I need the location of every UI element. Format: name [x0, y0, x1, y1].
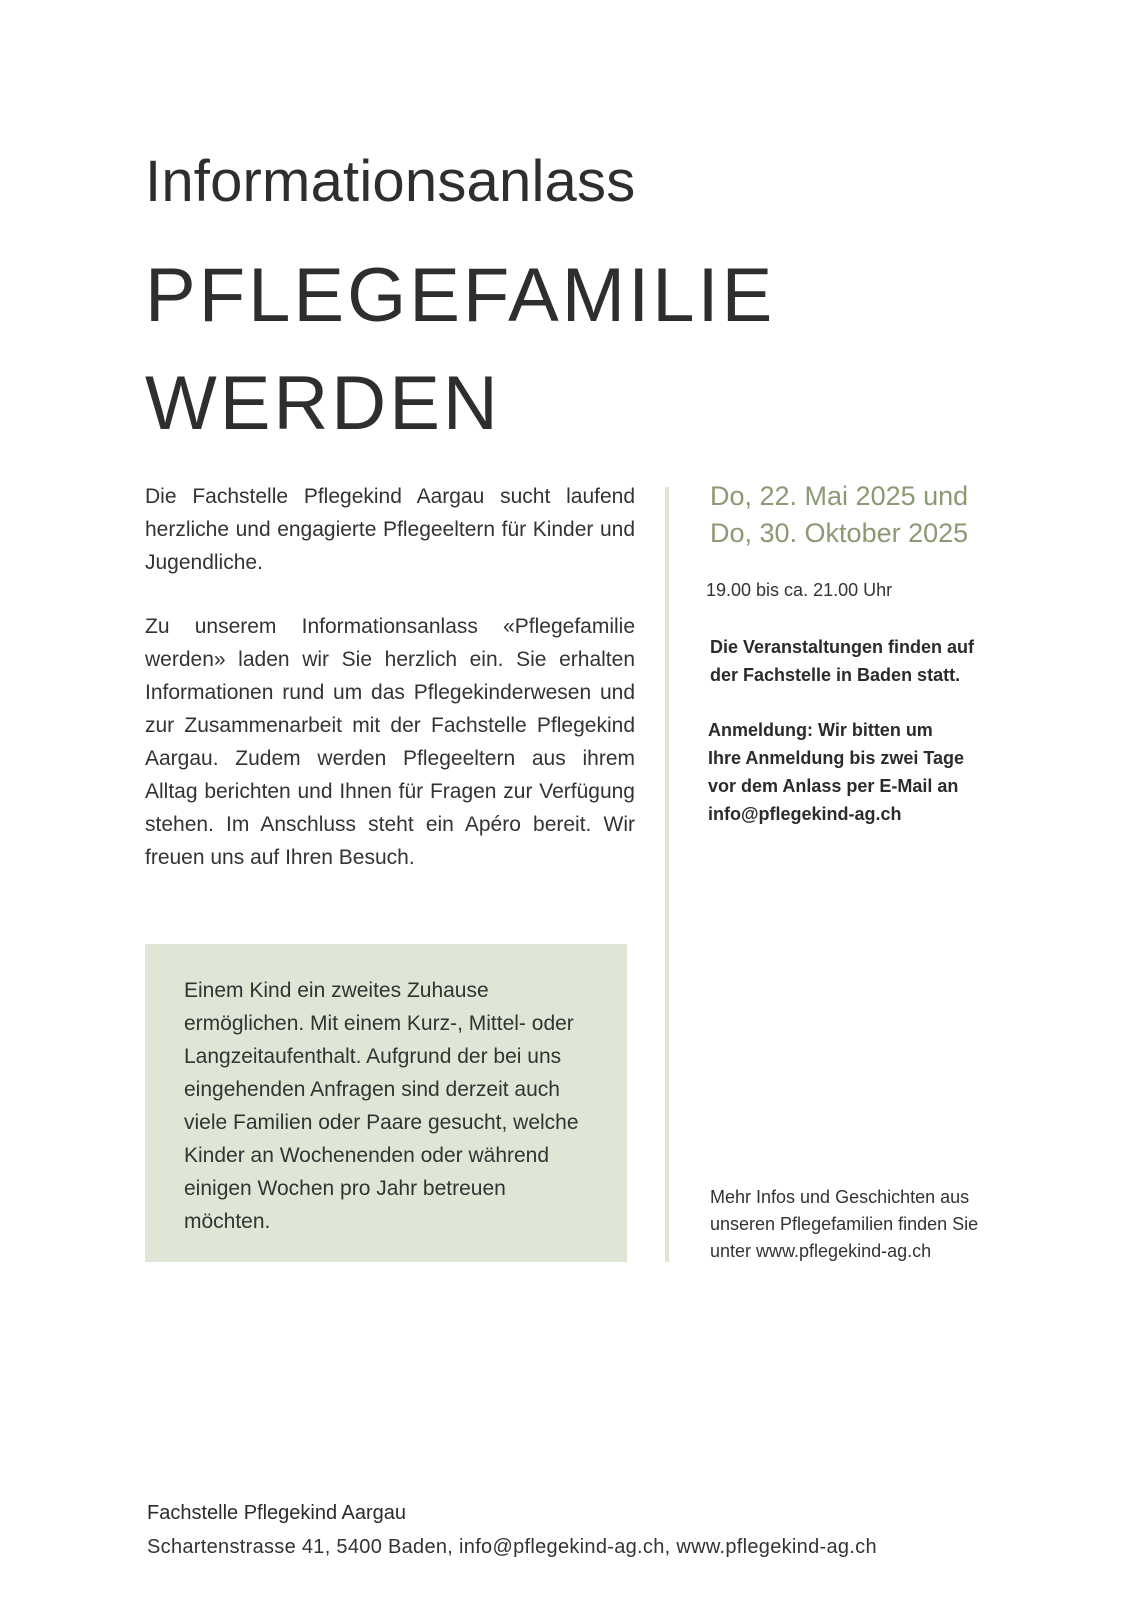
event-venue: [710, 633, 1030, 689]
event-date-1: Do, 22. Mai 2025 und: [710, 481, 969, 511]
event-date-2: Do, 30. Oktober 2025: [710, 518, 969, 548]
footer-organization: Fachstelle Pflegekind Aargau: [147, 1502, 407, 1524]
page-title-line1: PFLEGEFAMILIE: [145, 253, 776, 338]
more-info-line-2: unseren Pflegefamilien finden Sie: [710, 1214, 979, 1234]
intro-text: [145, 480, 635, 905]
venue-line-2: der Fachstelle in Baden statt.: [710, 665, 961, 685]
signup-line-3: vor dem Anlass per E-Mail an: [708, 776, 959, 796]
signup-email: info@pflegekind-ag.ch: [708, 804, 902, 824]
more-info: [710, 1184, 1040, 1265]
intro-paragraph-2: Zu unserem Informationsanlass «Pflegefamilie werden» laden wir Sie herzlich ein. Sie erhalten Informationen rund um das Pflegekinderwesen und zur Zusammenarbeit mit der Fachstelle Pflegekind Aargau. Zudem werden Pflegeeltern aus ihrem Alltag berichten und Ihnen für Fragen zur Verfügung stehen. Im Anschluss steht ein Apéro bereit. Wir freuen uns auf Ihren Besuch.: [145, 615, 635, 869]
highlight-box: [145, 944, 627, 1262]
venue-line-1: Die Veranstaltungen finden auf: [710, 637, 975, 657]
page-title: [145, 242, 775, 458]
signup-info: [708, 716, 1028, 828]
more-info-line-3: unter www.pflegekind-ag.ch: [710, 1241, 932, 1261]
signup-line-1: Anmeldung: Wir bitten um: [708, 720, 933, 740]
event-dates: [710, 478, 1010, 552]
event-time: 19.00 bis ca. 21.00 Uhr: [706, 580, 893, 600]
event-subtitle: Informationsanlass: [145, 149, 636, 214]
page-title-line2: WERDEN: [145, 361, 501, 446]
column-divider: [665, 487, 669, 1262]
more-info-line-1: Mehr Infos und Geschichten aus: [710, 1187, 970, 1207]
footer-address: Schartenstrasse 41, 5400 Baden, info@pflegekind-ag.ch, www.pflegekind-ag.ch: [147, 1536, 877, 1558]
intro-paragraph-1: Die Fachstelle Pflegekind Aargau sucht laufend herzliche und engagierte Pflegeeltern für Kinder und Jugendliche.: [145, 485, 635, 574]
signup-line-2: Ihre Anmeldung bis zwei Tage: [708, 748, 965, 768]
highlight-text: Einem Kind ein zweites Zuhause ermöglichen. Mit einem Kurz-, Mittel- oder Langzeitaufenthalt. Aufgrund der bei uns eingehenden Anfragen sind derzeit auch viele Familien oder Paare gesucht, welche Kinder an Wochenenden oder während einigen Wochen pro Jahr betreuen möchten.: [184, 979, 579, 1233]
